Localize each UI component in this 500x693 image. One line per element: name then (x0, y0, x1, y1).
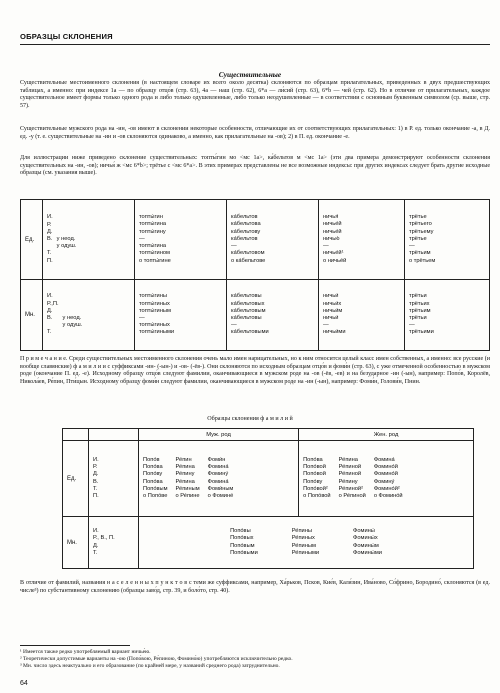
kab-column: ка́бельтов ка́бельтова ка́бельтову ка́бельтов — ка́бельтовом о ка́бельтове (227, 200, 319, 280)
paragraph-3: Для иллюстрации ниже приведено склонение существительных: топты́гин мо <мс 1а>, ка́бельтов м <мс 1а> (эти два примера демонстрируют особенности склонения существительных на -ин, -ов); ничья́ ж <мс 6*b>; трётье с <мс 6*а>. В этих примерах представлены не все возможные индексы: при других индексах следует брать другие исходные образцы (см. указания выше). (20, 155, 490, 177)
number-label: Ед. (63, 441, 89, 517)
running-head: ОБРАЗЦЫ СКЛОНЕНИЯ (20, 32, 490, 45)
popovy-column: Попо́вы Попо́вых Попо́вым Попо́выми (230, 528, 258, 556)
fomin-column: Фоми́н Фомина́ Фомину́ Фомина́ Фоми́ным о Фомине́ (207, 456, 234, 499)
number-label: Мн. (63, 517, 89, 569)
case-labels: И. Р.,П. Д. В. Т. (47, 293, 59, 336)
number-label: Ед. (21, 200, 43, 280)
paragraph-settlements: В отличие от фамилий, названия н а с е л е н н ы х п у н к т о в с теми же суффиксами, например, Ха́рьков, Псков, Кие́в, Каля́зин, Ива́ново, Со́фрино, Бородино́, склоняются (в ед. числе³) по субстантивному склонению (образцы заво́д, стр. 39, и боло́то, стр. 40). (20, 580, 490, 594)
vin-sublabels: у неод. у одуш. (62, 314, 83, 329)
paragraph-1: Существительные местоименного склонения (в настоящем словаре их всего около десятка) склоняются по образцам прилагательных, приведенных в двух предшествующих таблицах, а именно: при индексе 1а — по образцу отцо́в (стр. 63), 4а — наш (стр. 62), 6*а — ли́сий (стр. 63), 6*b — чей (стр. 62). Но в отличие от прилагательных, каждое существительное имеет формы только одного рода и либо только одушевленные, либо только неодушевленные — в соответствии с основным буквенным символом (ср. выше, стр. 57). (20, 80, 490, 109)
table-row-singular (63, 441, 474, 517)
feminine-forms (299, 441, 474, 517)
nich-column: ничья́ ничье́й ничье́й ничью́ — ничье́й¹ о ничье́й (319, 200, 405, 280)
popova-column: Попо́ва Попо́вой Попо́вой Попо́ву Попо́вой² о Попо́вой (303, 456, 331, 499)
case-cell (43, 200, 135, 280)
repiny-column: Ре́пины Ре́пиных Ре́пиным Ре́пиными (291, 528, 320, 556)
popov-column: Попо́в Попо́ва Попо́ву Попо́ва Попо́вым о Попо́ве (143, 456, 168, 499)
repina-column: Ре́пина Ре́пиной Ре́пиной Ре́пину Ре́пиной² о Ре́пиной (338, 456, 366, 499)
table-row-plural (63, 517, 474, 569)
case-labels: И. Р. Д. В. Т. П. (89, 441, 139, 517)
fomina-column: Фомина́ Фомино́й Фомино́й Фомину́ Фомино́й² о Фомино́й (373, 456, 403, 499)
fominy-column: Фомины́ Фомины́х Фомины́м Фомины́ми (353, 528, 382, 556)
footnote-1: ¹ Имеется также редко употребляемый вариант ничье́ю. (20, 649, 151, 655)
declension-table-surnames (62, 428, 474, 569)
page-number: 64 (20, 680, 28, 687)
footnote-3: ³ Мн. число здесь неактуально и его образование (по крайней мере, у названий среднего рода) затруднительно. (20, 663, 280, 669)
paragraph-note: П р и м е ч а н и е. Среди существительных местоименного склонения очень мало имен нарицательных, но к ним относится целый класс имен собственных, а именно: все русские (и вообще славянские) ф а м и л и и с суффиксами -ин- (-ын-) и -ов- (-ёв-). Они склоняются по исходным образцам отцо́в и фоми́н (стр. 63), с уже отмеченной особенностью в мужском роде (окончание П. ед. -е). Исходному образцу отцо́в следуют фамилии, оканчивающиеся в мужском роде на -ов (-ёв, -ев) и на безударное -ин (-ын), например: Попо́в, Королёв, Никола́ев, Ре́пин, Пти́цын. Исходному образцу фоми́н следуют фамилии, оканчивающиеся в мужском роде на -ин (-ын), например: Фоми́н, Голови́н, Пнин. (20, 356, 490, 385)
kab-column: ка́бельтовы ка́бельтовых ка́бельтовым ка́бельтовы — ка́бельтовыми (227, 280, 319, 351)
vin-sublabels: у неод. у одуш. (56, 235, 77, 250)
nich-column: ничьи́ ничьи́х ничьи́м ничьи́ — ничьи́ми (319, 280, 405, 351)
table2-caption: Образцы склонения ф а м и л и й (207, 416, 293, 422)
number-label: Мн. (21, 280, 43, 351)
case-labels: И. Р. Д. В. Т. П. (47, 214, 53, 264)
topt-column: топты́гины топты́гиных топты́гиным — топты́гиных топты́гиными (135, 280, 227, 351)
topt-column: топты́гин топты́гина топты́гину — топты́гина топты́гином о топты́гине (135, 200, 227, 280)
repin-column: Ре́пин Ре́пина Ре́пину Ре́пина Ре́пиным о Ре́пине (175, 456, 200, 499)
footnote-2: ² Теоретически допустимые варианты на -ою (Попо́вою, Ре́пиною, Фомино́ю) употребляются исключительно редко. (20, 656, 293, 662)
case-labels: И. Р., В., П. Д. Т. (89, 517, 139, 569)
tret-column: трётьи трётьих трётьим трётьи — трётьими (405, 280, 490, 351)
case-cell (43, 280, 135, 351)
table-row-singular (21, 200, 490, 280)
header-masculine: Муж. род (139, 429, 299, 441)
plural-forms (139, 517, 474, 569)
table-header-row (63, 429, 474, 441)
section-title: Существительные (218, 70, 282, 79)
paragraph-2: Существительные мужского рода на -ин, -ов имеют в склонении некоторые особенности, отличающие их от соответствующих прилагательных: 1) в Р. ед. только окончание -а, в Д. ед. -у (т. е. существительные на -ин и -ов склоняются одинаково, а именно, как прилагательные на -ов); 2) в П. ед. окончание -е. (20, 126, 490, 140)
tret-column: трётье трётьего трётьему трётье — трётьим о трётьем (405, 200, 490, 280)
footnote-rule (20, 645, 130, 646)
declension-table-nouns (20, 199, 490, 351)
masculine-forms (139, 441, 299, 517)
table-row-plural (21, 280, 490, 351)
header-feminine: Жен. род (299, 429, 474, 441)
